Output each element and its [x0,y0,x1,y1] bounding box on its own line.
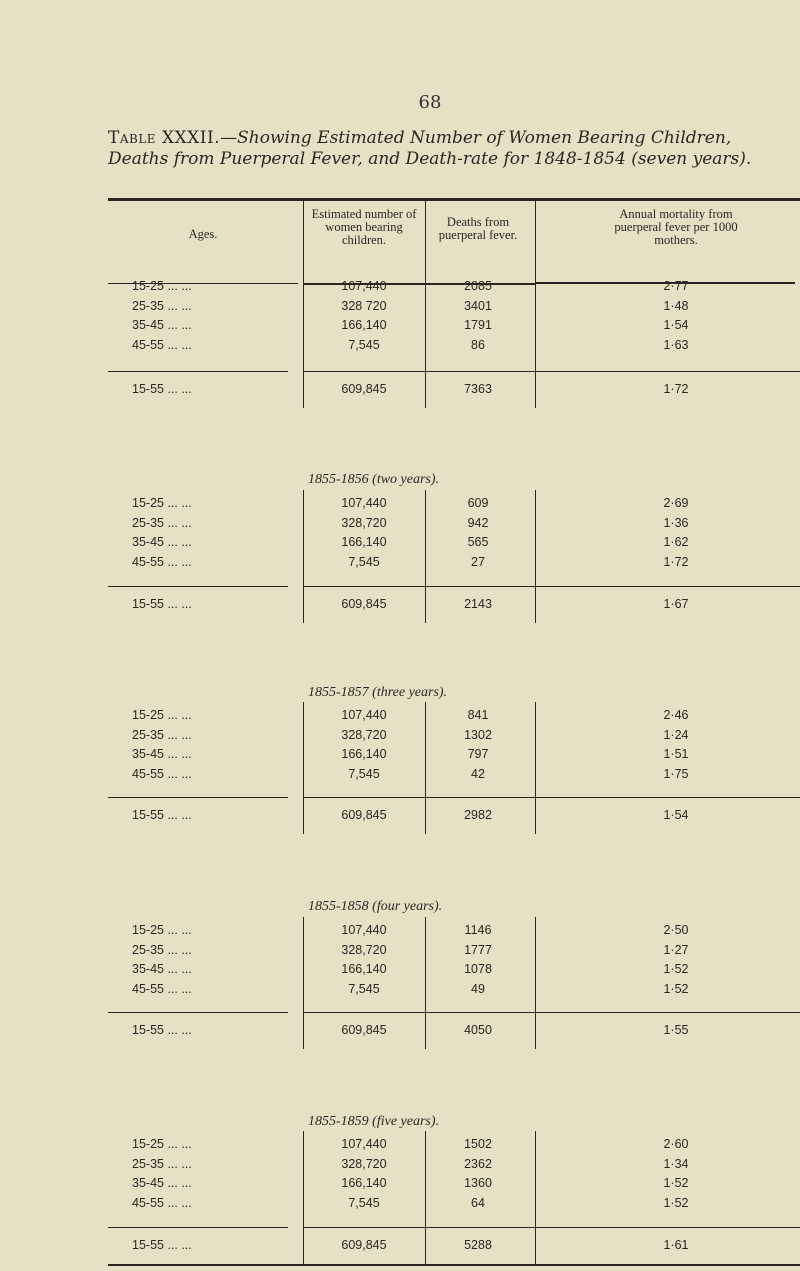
header-rate-text: Annual mortality from puerperal fever per 1000 mothers. [614,207,738,247]
total-age-cell: 15-55 ... ... [132,597,192,611]
deaths-count-cell: 49 [471,982,485,996]
deaths-count-cell: 1502 [464,1137,492,1151]
total-women-cell: 609,845 [341,1238,387,1252]
women-count-cell: 166,140 [341,318,387,332]
total-rate-cell: 1·67 [663,597,689,611]
women-count-cell: 166,140 [341,747,387,761]
section-title: 1855-1859 (five years). [308,1114,440,1129]
age-group-cell: 45-55 ... ... [132,767,192,781]
deaths-count-cell: 565 [467,535,489,549]
deaths-count-cell: 1777 [464,943,492,957]
women-count-cell: 7,545 [348,982,380,996]
mortality-rate-cell: 1·62 [663,535,689,549]
women-count-cell: 166,140 [341,962,387,976]
total-rule [535,371,800,372]
header-women: Estimated number of women bearing children. [311,207,417,247]
total-rule [108,371,288,372]
mortality-rate-cell: 2·46 [663,708,689,722]
total-rule [535,1227,800,1228]
mortality-rate-cell: 1·51 [663,747,689,761]
women-count-cell: 107,440 [341,279,387,293]
mortality-rate-cell: 2·60 [663,1137,689,1151]
deaths-count-cell: 1791 [464,318,492,332]
deaths-count-cell: 1078 [464,962,492,976]
age-group-cell: 15-25 ... ... [132,923,192,937]
total-rule [535,586,800,587]
age-group-cell: 35-45 ... ... [132,962,192,976]
age-group-cell: 25-35 ... ... [132,728,192,742]
header-divider [425,201,426,283]
total-age-cell: 15-55 ... ... [132,1238,192,1252]
mortality-rate-cell: 1·54 [663,318,689,332]
deaths-count-cell: 86 [471,338,485,352]
mortality-rate-cell: 2·77 [663,279,689,293]
total-rule [535,797,800,798]
total-rate-cell: 1·54 [663,808,689,822]
total-rule [303,1227,535,1228]
age-group-cell: 45-55 ... ... [132,555,192,569]
header-divider [303,201,304,283]
mortality-rate-cell: 1·52 [663,1196,689,1210]
total-rule [108,1227,288,1228]
deaths-count-cell: 942 [467,516,489,530]
women-count-cell: 107,440 [341,923,387,937]
deaths-count-cell: 1146 [464,923,492,937]
header-ages: Ages. [188,227,218,241]
age-group-cell: 35-45 ... ... [132,747,192,761]
age-group-cell: 15-25 ... ... [132,496,192,510]
total-rate-cell: 1·61 [663,1238,689,1252]
total-rule [108,797,288,798]
section-title: 1855-1856 (two years). [308,472,440,487]
total-rule [303,371,535,372]
mortality-rate-cell: 1·52 [663,982,689,996]
women-count-cell: 107,440 [341,1137,387,1151]
women-count-cell: 328,720 [341,728,387,742]
women-count-cell: 7,545 [348,767,380,781]
total-rate-cell: 1·72 [663,382,689,396]
total-rule [303,1012,535,1013]
total-rate-cell: 1·55 [663,1023,689,1037]
mortality-rate-cell: 2·69 [663,496,689,510]
age-group-cell: 35-45 ... ... [132,1176,192,1190]
section-title: 1855-1857 (three years). [308,685,448,700]
total-rule [303,586,535,587]
mortality-rate-cell: 1·24 [663,728,689,742]
total-women-cell: 609,845 [341,808,387,822]
age-group-cell: 15-25 ... ... [132,708,192,722]
mortality-rate-cell: 1·34 [663,1157,689,1171]
total-age-cell: 15-55 ... ... [132,382,192,396]
total-deaths-cell: 7363 [464,382,492,396]
women-count-cell: 328 720 [341,299,387,313]
age-group-cell: 45-55 ... ... [132,982,192,996]
mortality-rate-cell: 1·63 [663,338,689,352]
mortality-rate-cell: 1·27 [663,943,689,957]
deaths-count-cell: 2085 [464,279,492,293]
total-women-cell: 609,845 [341,597,387,611]
age-group-cell: 25-35 ... ... [132,516,192,530]
total-rule [108,1012,288,1013]
deaths-count-cell: 27 [471,555,485,569]
deaths-count-cell: 42 [471,767,485,781]
mortality-rate-cell: 1·75 [663,767,689,781]
women-count-cell: 7,545 [348,555,380,569]
top-rule [108,198,800,201]
women-count-cell: 107,440 [341,708,387,722]
total-deaths-cell: 5288 [464,1238,492,1252]
deaths-count-cell: 1360 [464,1176,492,1190]
total-rule [108,586,288,587]
caption-text: —Showing Estimated Number of Women Bearing Children, Deaths from Puerperal Fever, and Death-rate for 1848-1854 (seven years). [108,128,752,169]
women-count-cell: 166,140 [341,535,387,549]
total-women-cell: 609,845 [341,382,387,396]
section-title: 1855-1858 (four years). [308,899,443,914]
age-group-cell: 15-25 ... ... [132,279,192,293]
women-count-cell: 328,720 [341,943,387,957]
header-deaths: Deaths from puerperal fever. [438,215,518,242]
header-rate [536,208,800,247]
age-group-cell: 45-55 ... ... [132,1196,192,1210]
age-group-cell: 25-35 ... ... [132,943,192,957]
mortality-rate-cell: 1·72 [663,555,689,569]
deaths-count-cell: 1302 [464,728,492,742]
bottom-rule [108,1264,800,1266]
total-age-cell: 15-55 ... ... [132,808,192,822]
mortality-rate-cell: 1·36 [663,516,689,530]
caption-lead: Table XXXII. [108,128,221,148]
age-group-cell: 45-55 ... ... [132,338,192,352]
mortality-rate-cell: 2·50 [663,923,689,937]
mortality-rate-cell: 1·48 [663,299,689,313]
women-count-cell: 7,545 [348,338,380,352]
women-count-cell: 166,140 [341,1176,387,1190]
mortality-rate-cell: 1·52 [663,1176,689,1190]
page-number: 68 [418,92,442,113]
total-women-cell: 609,845 [341,1023,387,1037]
deaths-count-cell: 609 [467,496,489,510]
total-deaths-cell: 2982 [464,808,492,822]
header-divider [535,201,536,283]
mortality-rate-cell: 1·52 [663,962,689,976]
total-deaths-cell: 2143 [464,597,492,611]
deaths-count-cell: 841 [467,708,489,722]
age-group-cell: 25-35 ... ... [132,299,192,313]
total-deaths-cell: 4050 [464,1023,492,1037]
age-group-cell: 15-25 ... ... [132,1137,192,1151]
deaths-count-cell: 2362 [464,1157,492,1171]
deaths-count-cell: 3401 [464,299,492,313]
total-rule [535,1012,800,1013]
deaths-count-cell: 64 [471,1196,485,1210]
table-caption [108,128,768,170]
women-count-cell: 328,720 [341,516,387,530]
women-count-cell: 7,545 [348,1196,380,1210]
women-count-cell: 107,440 [341,496,387,510]
age-group-cell: 25-35 ... ... [132,1157,192,1171]
total-age-cell: 15-55 ... ... [132,1023,192,1037]
age-group-cell: 35-45 ... ... [132,318,192,332]
age-group-cell: 35-45 ... ... [132,535,192,549]
deaths-count-cell: 797 [467,747,489,761]
women-count-cell: 328,720 [341,1157,387,1171]
total-rule [303,797,535,798]
